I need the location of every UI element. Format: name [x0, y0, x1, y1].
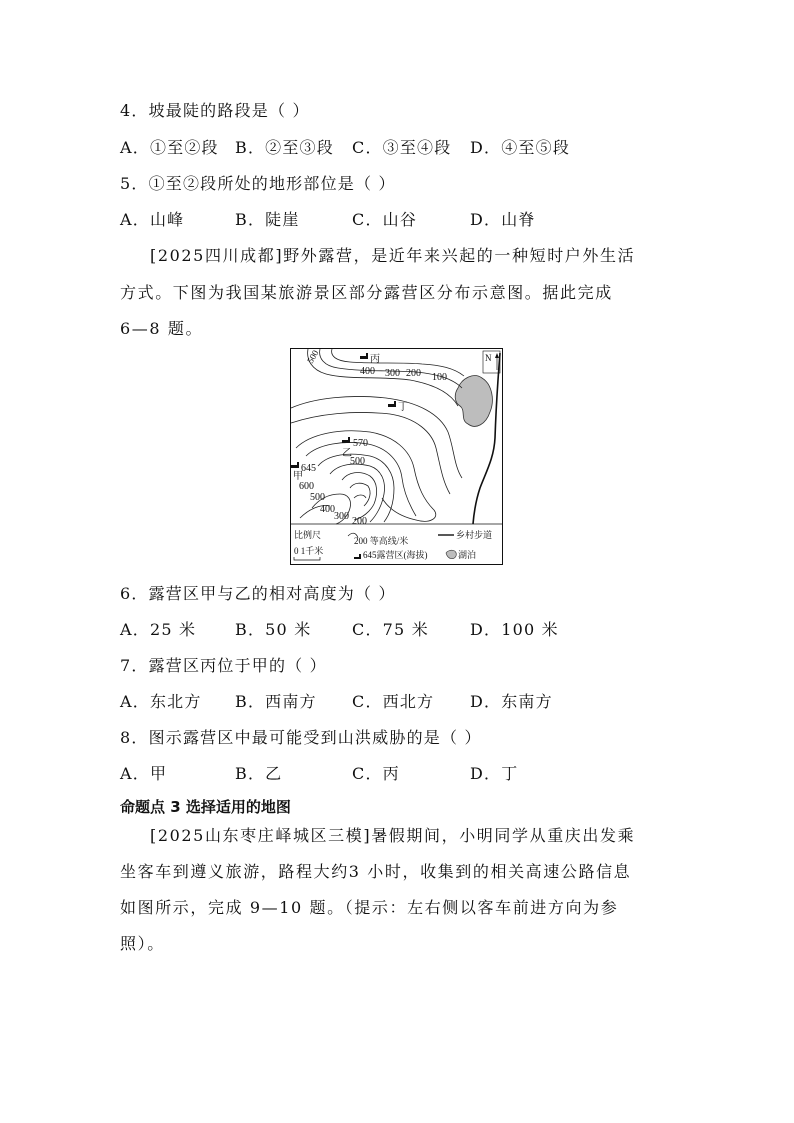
intro-2-line-3: 如图所示，完成 9—10 题。（提示：左右侧以客车前进方向为参 [120, 898, 619, 917]
camp-label-ding: 丁 [398, 402, 408, 413]
q7-option-b: B．西南方 [235, 692, 317, 711]
intro-2-line-2: 坐客车到遵义旅游，路程大约3 小时，收集到的相关高速公路信息 [120, 862, 632, 881]
q6-option-a: A．25 米 [120, 620, 197, 639]
contour-label-300-low: 300 [334, 511, 349, 522]
camping-area-contour-map [290, 348, 503, 565]
legend-camp-text: 645露营区(海拔) [363, 550, 428, 560]
intro-2-line-4: 照）。 [120, 934, 165, 953]
q4-option-c: C．③至④段 [352, 138, 452, 157]
legend-scale-title: 比例尺 [294, 530, 322, 540]
camp-elevation-570: 570 [353, 438, 368, 449]
contour-label-600: 600 [299, 481, 314, 492]
contour-label-400-low: 400 [320, 504, 335, 515]
question-6-stem: 6．露营区甲与乙的相对高度为（ ） [120, 584, 396, 603]
question-7-stem: 7．露营区丙位于甲的（ ） [120, 656, 327, 675]
contour-label-200: 200 [406, 368, 421, 379]
q6-option-d: D．100 米 [470, 620, 559, 639]
q8-option-a: A．甲 [120, 764, 168, 783]
intro-1-line-2: 方式。下图为我国某旅游景区部分露营区分布示意图。据此完成 [120, 283, 613, 302]
contour-label-500-top: 500 [305, 348, 321, 365]
legend-lake-text: 湖泊 [458, 550, 477, 560]
north-label: N [485, 353, 492, 363]
camp-label-yi: 乙 [342, 448, 352, 459]
contour-label-400: 400 [360, 366, 375, 377]
q6-option-b: B．50 米 [235, 620, 312, 639]
intro-2-line-1: [2025山东枣庄峄城区三模]暑假期间，小明同学从重庆出发乘 [150, 826, 636, 845]
q8-option-b: B．乙 [235, 764, 283, 783]
camp-elevation-645: 645 [301, 463, 316, 474]
q5-option-a: A．山峰 [120, 210, 185, 229]
legend-contour-text: 200 等高线/米 [354, 536, 409, 546]
q5-option-c: C．山谷 [352, 210, 418, 229]
camp-label-bing: 丙 [370, 354, 380, 365]
question-4-stem: 4．坡最陡的路段是（ ） [120, 101, 310, 120]
q8-option-d: D．丁 [470, 764, 519, 783]
q7-option-a: A．东北方 [120, 692, 202, 711]
camp-label-jia: 甲 [293, 471, 303, 482]
contour-label-300: 300 [385, 368, 400, 379]
q5-option-b: B．陡崖 [235, 210, 300, 229]
q4-option-d: D．④至⑤段 [470, 138, 571, 157]
q5-option-d: D．山脊 [470, 210, 536, 229]
contour-label-500-low: 500 [310, 492, 325, 503]
contour-label-100: 100 [432, 372, 447, 383]
north-arrow [483, 351, 500, 373]
section-heading: 命题点 3 选择适用的地图 [120, 798, 291, 816]
legend-scale-text: 0 1千米 [294, 546, 324, 556]
q4-option-a: A．①至②段 [120, 138, 219, 157]
intro-1-line-1: [2025四川成都]野外露营，是近年来兴起的一种短时户外生活 [150, 246, 636, 265]
question-5-stem: 5．①至②段所处的地形部位是（ ） [120, 174, 396, 193]
q6-option-c: C．75 米 [352, 620, 429, 639]
q8-option-c: C．丙 [352, 764, 400, 783]
q7-option-c: C．西北方 [352, 692, 435, 711]
contour-label-200-low: 200 [352, 516, 367, 527]
contour-label-500-mid: 500 [350, 456, 365, 467]
intro-1-line-3: 6—8 题。 [120, 319, 204, 338]
question-8-stem: 8．图示露营区中最可能受到山洪威胁的是（ ） [120, 728, 482, 747]
q7-option-d: D．东南方 [470, 692, 553, 711]
q4-option-b: B．②至③段 [235, 138, 334, 157]
legend-trail-text: 乡村步道 [456, 530, 493, 540]
